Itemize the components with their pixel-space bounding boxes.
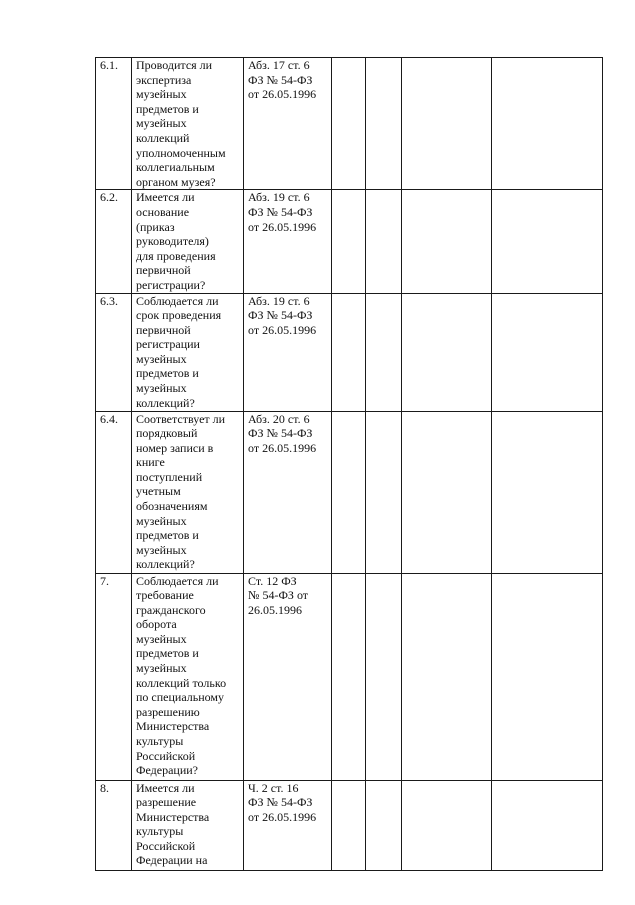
empty-cell-no <box>366 58 402 190</box>
empty-cell-na <box>402 190 492 293</box>
row-number: 6.4. <box>96 411 132 573</box>
legal-reference-cell: Ч. 2 ст. 16 ФЗ № 54-ФЗ от 26.05.1996 <box>244 780 332 870</box>
question-cell: Проводится ли экспертиза музейных предметов и музейных коллекций уполномоченным коллегиальным органом музея? <box>132 58 244 190</box>
empty-cell-notes <box>492 780 603 870</box>
row-number: 6.1. <box>96 58 132 190</box>
empty-cell-yes <box>332 293 366 411</box>
empty-cell-notes <box>492 293 603 411</box>
empty-cell-notes <box>492 58 603 190</box>
empty-cell-notes <box>492 190 603 293</box>
empty-cell-na <box>402 58 492 190</box>
legal-reference-cell: Абз. 19 ст. 6 ФЗ № 54-ФЗ от 26.05.1996 <box>244 293 332 411</box>
empty-cell-no <box>366 293 402 411</box>
legal-reference-cell: Абз. 20 ст. 6 ФЗ № 54-ФЗ от 26.05.1996 <box>244 411 332 573</box>
checklist-table <box>95 57 603 871</box>
question-cell: Соблюдается ли требование гражданского оборота музейных предметов и музейных коллекций только по специальному разрешению Министерства культуры Российской Федерации? <box>132 573 244 780</box>
empty-cell-yes <box>332 780 366 870</box>
legal-reference-cell: Ст. 12 ФЗ № 54-ФЗ от 26.05.1996 <box>244 573 332 780</box>
table-row <box>96 58 603 190</box>
empty-cell-na <box>402 411 492 573</box>
table-row <box>96 780 603 870</box>
legal-reference-cell: Абз. 19 ст. 6 ФЗ № 54-ФЗ от 26.05.1996 <box>244 190 332 293</box>
empty-cell-na <box>402 293 492 411</box>
row-number: 6.2. <box>96 190 132 293</box>
question-cell: Имеется ли основание (приказ руководителя) для проведения первичной регистрации? <box>132 190 244 293</box>
empty-cell-na <box>402 573 492 780</box>
question-cell: Соблюдается ли срок проведения первичной регистрации музейных предметов и музейных коллекций? <box>132 293 244 411</box>
empty-cell-no <box>366 780 402 870</box>
empty-cell-no <box>366 190 402 293</box>
question-cell: Соответствует ли порядковый номер записи в книге поступлений учетным обозначениям музейных предметов и музейных коллекций? <box>132 411 244 573</box>
empty-cell-no <box>366 573 402 780</box>
row-number: 7. <box>96 573 132 780</box>
empty-cell-notes <box>492 573 603 780</box>
table-row <box>96 573 603 780</box>
table-row <box>96 411 603 573</box>
empty-cell-yes <box>332 190 366 293</box>
empty-cell-na <box>402 780 492 870</box>
empty-cell-no <box>366 411 402 573</box>
row-number: 6.3. <box>96 293 132 411</box>
row-number: 8. <box>96 780 132 870</box>
empty-cell-notes <box>492 411 603 573</box>
legal-reference-cell: Абз. 17 ст. 6 ФЗ № 54-ФЗ от 26.05.1996 <box>244 58 332 190</box>
table-row <box>96 293 603 411</box>
empty-cell-yes <box>332 573 366 780</box>
table-row <box>96 190 603 293</box>
empty-cell-yes <box>332 411 366 573</box>
empty-cell-yes <box>332 58 366 190</box>
question-cell: Имеется ли разрешение Министерства культуры Российской Федерации на <box>132 780 244 870</box>
